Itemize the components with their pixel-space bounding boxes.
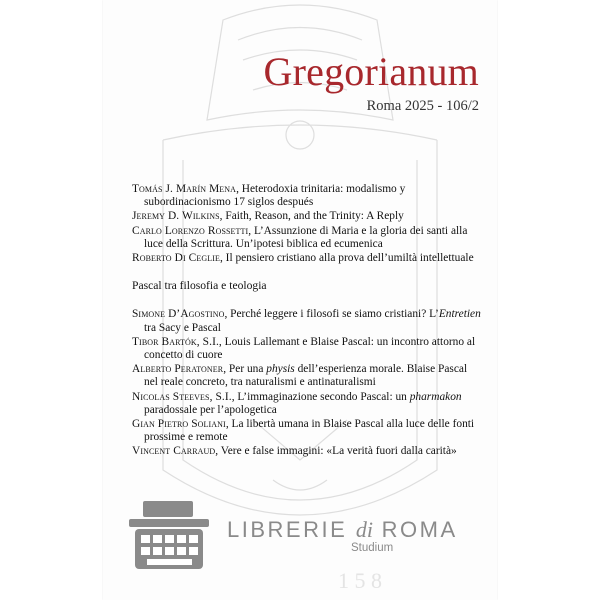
- toc-entry: [132, 363, 482, 389]
- toc-article-title: , La libertà umana in Blaise Pascal alla luce delle fonti prossime e remote: [144, 418, 475, 444]
- journal-cover: [103, 0, 497, 600]
- toc-italic-term: Entretien: [438, 308, 481, 321]
- toc-article-title: tra Sacy e Pascal: [144, 321, 221, 334]
- toc-entry: [132, 391, 482, 417]
- bookstore-watermark: [125, 497, 485, 577]
- toc-author: Gian Pietro Soliani: [132, 418, 226, 431]
- toc-entry: [132, 183, 482, 209]
- toc-article-title: , Il pensiero cristiano alla prova dell’umiltà intellettuale: [219, 252, 474, 265]
- toc-article-title: paradossale per l’apologetica: [144, 403, 277, 416]
- toc-article-title: , Heterodoxia trinitaria: modalismo y subordinacionismo 17 siglos después: [144, 183, 406, 209]
- toc-article-title: , Perché leggere i filosofi se siamo cristiani? L’: [224, 308, 439, 321]
- toc-entry: [132, 308, 482, 334]
- toc-author: Tibor Bartók, S.I.: [132, 335, 219, 348]
- toc-author: Carlo Lorenzo Rossetti: [132, 224, 249, 237]
- toc-entry: [132, 418, 482, 444]
- toc-entry: [132, 252, 482, 265]
- table-of-contents: [132, 183, 482, 460]
- watermark-subtitle: Studium: [351, 542, 394, 554]
- journal-title: Gregorianum: [263, 49, 479, 94]
- toc-italic-term: pharmakon: [409, 390, 462, 403]
- watermark-brand: [227, 517, 458, 543]
- toc-article-title: , L’immaginazione secondo Pascal: un: [231, 390, 410, 403]
- toc-entry: [132, 225, 482, 251]
- watermark-brand-main: LIBRERIE: [227, 517, 356, 542]
- toc-author: Nicolas Steeves, S.I.: [132, 390, 232, 403]
- typewriter-icon: [125, 497, 215, 577]
- toc-article-title: , Louis Lallemant e Blaise Pascal: un incontro attorno al concetto di cuore: [144, 335, 476, 362]
- watermark-brand-end: ROMA: [373, 517, 458, 542]
- section-title: Pascal tra filosofia e teologia: [132, 279, 267, 293]
- svg-text:1 5 8: 1 5 8: [338, 568, 382, 593]
- toc-author: Jeremy D. Wilkins: [132, 210, 220, 223]
- toc-article-title: , Per una: [223, 363, 267, 376]
- toc-entry: [132, 445, 482, 458]
- toc-entry: [132, 210, 482, 223]
- toc-author: Vincent Carraud: [132, 445, 216, 458]
- toc-italic-term: physis: [266, 363, 295, 376]
- toc-author: Alberto Peratoner: [132, 363, 224, 376]
- toc-entry: [132, 336, 482, 362]
- watermark-brand-di: di: [355, 517, 373, 542]
- issue-info: Roma 2025 - 106/2: [366, 98, 479, 114]
- toc-article-title: , L’Assunzione di Maria e la gloria dei santi alla luce della Scrittura. Un’ipotesi biblica ed ecumenica: [144, 224, 468, 250]
- toc-author: Simone D’Agostino: [132, 308, 225, 321]
- toc-author: Roberto Di Ceglie: [132, 252, 220, 265]
- toc-article-title: dell’esperienza morale. Blaise Pascal nel reale concreto, tra naturalismi e antinaturalismi: [144, 363, 468, 389]
- toc-article-title: , Faith, Reason, and the Trinity: A Reply: [219, 210, 404, 223]
- toc-author: Tomás J. Marín Mena: [132, 183, 237, 195]
- toc-article-title: , Vere e false immagini: «La verità fuori dalla carità»: [215, 445, 457, 458]
